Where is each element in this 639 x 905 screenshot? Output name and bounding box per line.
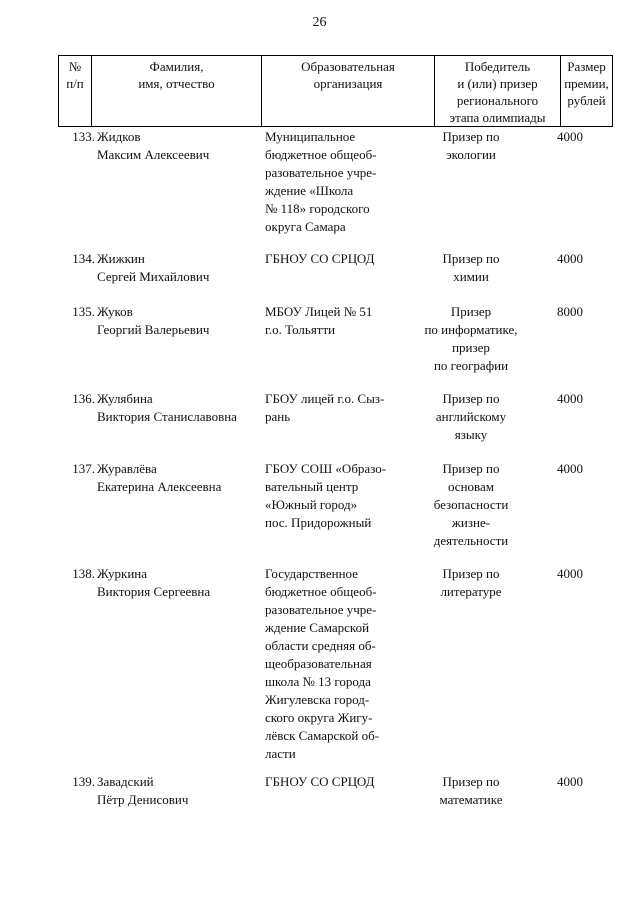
award-line: экологии (446, 147, 496, 162)
prize-amount: 4000 (557, 774, 583, 789)
award-line: химии (453, 269, 489, 284)
header-number-column (59, 56, 92, 126)
header-organization-line: организация (313, 76, 383, 91)
given-names: Виктория Сергеевна (97, 584, 211, 599)
org-line: ждение «Школа (265, 183, 354, 198)
org-line: ГБНОУ СО СРЦОД (265, 774, 375, 789)
table-header (58, 55, 613, 127)
prize-amount: 4000 (557, 129, 583, 144)
award (403, 565, 539, 601)
given-names: Екатерина Алексеевна (97, 479, 222, 494)
surname: Жидков (97, 129, 141, 144)
org-line: ГБНОУ СО СРЦОД (265, 251, 375, 266)
award-line: Призер (450, 304, 492, 319)
header-number-line: п/п (66, 76, 84, 91)
org-line: ского округа Жигу- (265, 710, 373, 725)
org-line: ласти (265, 746, 296, 761)
participant-name (97, 773, 267, 809)
prize-amount: 4000 (557, 461, 583, 476)
org-line: школа № 13 города (265, 674, 371, 689)
surname: Журкина (97, 566, 148, 581)
header-amount-line: Размер (567, 59, 606, 74)
org-line: округа Самара (265, 219, 346, 234)
header-number-line: № (68, 59, 82, 74)
org-line: бюджетное общеоб- (265, 147, 377, 162)
row-number: 134. (72, 251, 95, 266)
participant-name (97, 460, 267, 496)
row-number: 139. (72, 774, 95, 789)
given-names: Сергей Михайлович (97, 269, 210, 284)
row-number: 137. (72, 461, 95, 476)
organization (265, 773, 408, 791)
prize-amount: 4000 (557, 251, 583, 266)
award-line: Призер по (442, 251, 500, 266)
award-line: языку (454, 427, 488, 442)
award-line: английскому (435, 409, 507, 424)
award-line: по географии (433, 358, 509, 373)
org-line: рань (265, 409, 291, 424)
header-name-line: имя, отчество (138, 76, 215, 91)
award-line: литературе (440, 584, 502, 599)
header-amount-line: премии, (564, 76, 609, 91)
org-line: пос. Придорожный (265, 515, 372, 530)
award-line: деятельности (433, 533, 509, 548)
header-organization-line: Образовательная (301, 59, 395, 74)
row-number: 135. (72, 304, 95, 319)
award-line: основам (447, 479, 494, 494)
award (403, 460, 539, 550)
prize-amount: 8000 (557, 304, 583, 319)
participant-name (97, 303, 267, 339)
given-names: Георгий Валерьевич (97, 322, 210, 337)
header-organization-column (262, 56, 435, 126)
header-award-line: Победитель (464, 59, 531, 74)
award-line: жизне- (451, 515, 491, 530)
organization (265, 390, 408, 426)
row-number: 136. (72, 391, 95, 406)
header-amount-column (561, 56, 612, 126)
organization (265, 303, 408, 339)
org-line: МБОУ Лицей № 51 (265, 304, 373, 319)
org-line: ГБОУ СОШ «Образо- (265, 461, 387, 476)
award-line: Призер по (442, 566, 500, 581)
org-line: Муниципальное (265, 129, 356, 144)
header-award-line: этапа олимпиады (449, 110, 546, 125)
given-names: Пётр Денисович (97, 792, 189, 807)
surname: Жуков (97, 304, 133, 319)
org-line: лёвск Самарской об- (265, 728, 380, 743)
surname: Завадский (97, 774, 154, 789)
org-line: вательный центр (265, 479, 359, 494)
award-line: Призер по (442, 461, 500, 476)
given-names: Виктория Станиславовна (97, 409, 237, 424)
org-line: ГБОУ лицей г.о. Сыз- (265, 391, 385, 406)
given-names: Максим Алексеевич (97, 147, 210, 162)
organization (265, 128, 408, 236)
org-line: щеобразовательная (265, 656, 372, 671)
award (403, 773, 539, 809)
org-line: № 118» городского (265, 201, 370, 216)
participant-name (97, 565, 267, 601)
row-number: 133. (72, 129, 95, 144)
participant-name (97, 250, 267, 286)
participant-name (97, 390, 267, 426)
award-line: по информатике, (424, 322, 518, 337)
award (403, 390, 539, 444)
header-amount-line: рублей (567, 93, 606, 108)
header-award-line: и (или) призер (457, 76, 538, 91)
org-line: Государственное (265, 566, 358, 581)
org-line: разовательное учре- (265, 165, 377, 180)
award (403, 128, 539, 164)
surname: Журавлёва (97, 461, 157, 476)
org-line: области средняя об- (265, 638, 376, 653)
prize-amount: 4000 (557, 566, 583, 581)
row-number: 138. (72, 566, 95, 581)
award-line: математике (439, 792, 503, 807)
org-line: г.о. Тольятти (265, 322, 336, 337)
organization (265, 460, 408, 532)
award (403, 303, 539, 375)
organization (265, 565, 408, 763)
organization (265, 250, 408, 268)
org-line: ждение Самарской (265, 620, 370, 635)
award-line: призер (452, 340, 490, 355)
award-line: Призер по (442, 129, 500, 144)
award-line: безопасности (433, 497, 509, 512)
header-name-line: Фамилия, (149, 59, 204, 74)
surname: Жижкин (97, 251, 145, 266)
org-line: Жигулевска город- (265, 692, 370, 707)
prize-amount: 4000 (557, 391, 583, 406)
header-award-line: регионального (456, 93, 539, 108)
org-line: бюджетное общеоб- (265, 584, 377, 599)
participant-name (97, 128, 267, 164)
award-line: Призер по (442, 774, 500, 789)
award-line: Призер по (442, 391, 500, 406)
page-number: 26 (312, 15, 327, 30)
org-line: «Южный город» (265, 497, 358, 512)
header-award-column (435, 56, 561, 126)
surname: Жулябина (97, 391, 153, 406)
award (403, 250, 539, 286)
org-line: разовательное учре- (265, 602, 377, 617)
header-name-column (92, 56, 262, 126)
